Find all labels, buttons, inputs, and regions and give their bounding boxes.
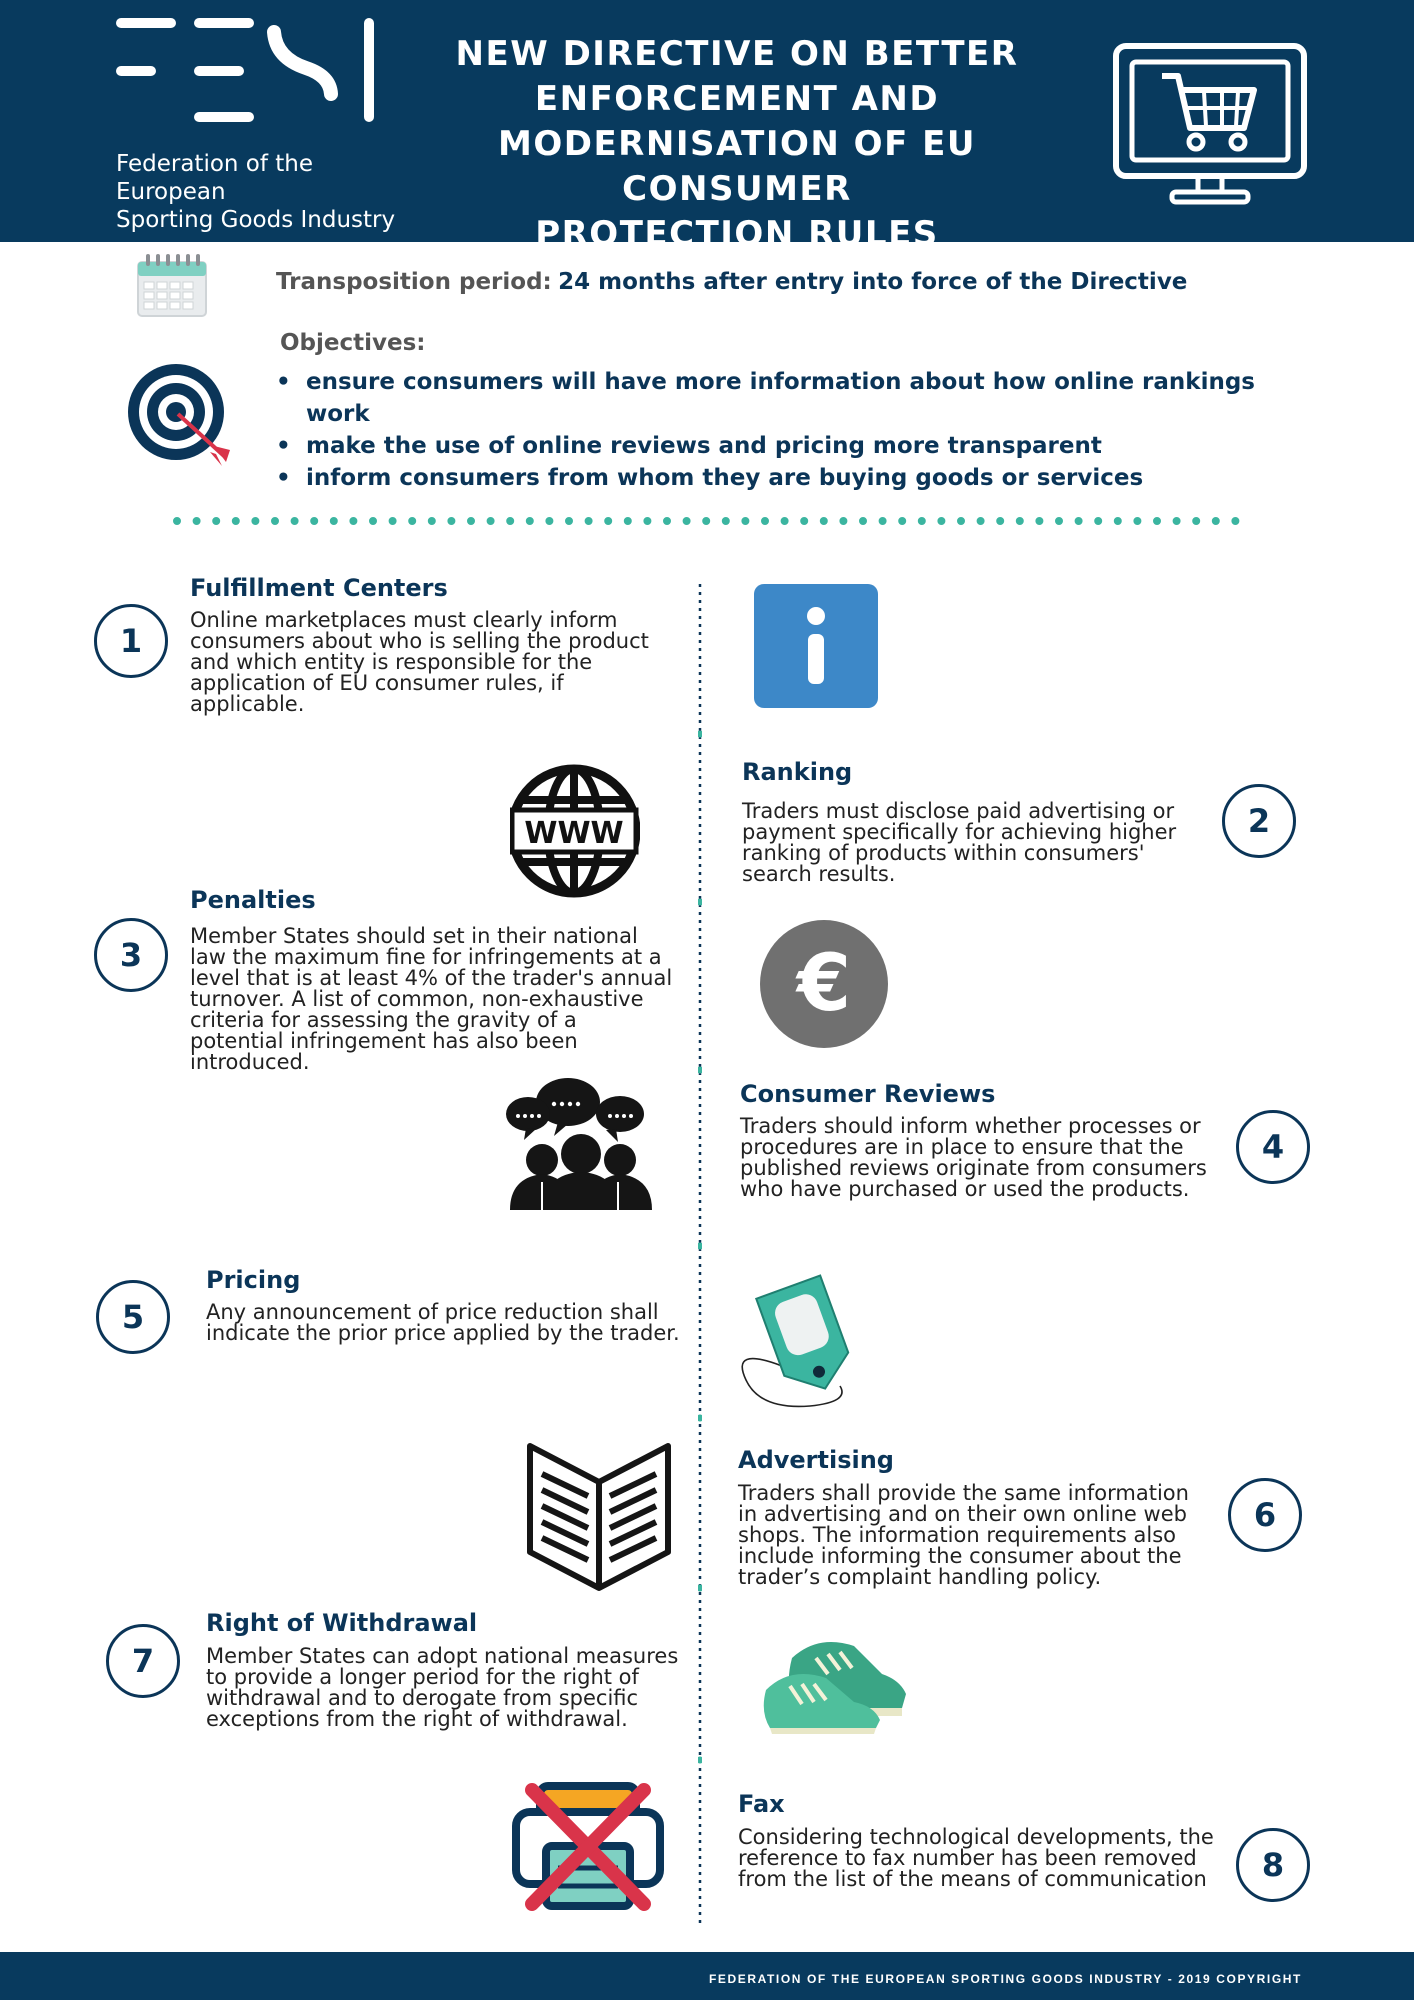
transposition-value: 24 months after entry into force of the Directive <box>558 269 1188 295</box>
body-line: shops. The information requirements also <box>738 1523 1177 1547</box>
price-tag-icon <box>740 1266 872 1414</box>
step-number-5: 5 <box>96 1280 170 1354</box>
title-line3: MODERNISATION OF EU CONSUMER <box>498 124 976 209</box>
item-body-penalties <box>190 926 690 1073</box>
body-line: Traders should inform whether processes or <box>740 1114 1201 1138</box>
step-number-3: 3 <box>94 918 168 992</box>
body-line: law the maximum fine for infringements at a <box>190 945 662 969</box>
body-line: include informing the consumer about the <box>738 1544 1182 1568</box>
objective-item: • ensure consumers will have more information about how online rankings work <box>276 366 1276 430</box>
body-line: level that is at least 4% of the trader's annual <box>190 966 673 990</box>
body-line: Online marketplaces must clearly inform <box>190 608 618 632</box>
body-line: criteria for assessing the gravity of a <box>190 1008 577 1032</box>
body-line: applicable. <box>190 692 305 716</box>
step-number-7: 7 <box>106 1624 180 1698</box>
title-line1: NEW DIRECTIVE ON BETTER <box>455 34 1019 74</box>
item-title-ranking: Ranking <box>742 758 853 786</box>
body-line: indicate the prior price applied by the trader. <box>206 1321 680 1345</box>
body-line: turnover. A list of common, non-exhaustive <box>190 987 644 1011</box>
computer-cart-icon <box>1112 42 1308 206</box>
fesi-caption <box>116 150 406 234</box>
body-line: ranking of products within consumers' <box>742 841 1145 865</box>
item-body-consumer-reviews <box>740 1116 1230 1200</box>
transposition-label: Transposition period: <box>276 269 552 295</box>
step-number-8: 8 <box>1236 1828 1310 1902</box>
body-line: published reviews originate from consumers <box>740 1156 1207 1180</box>
step-number-2: 2 <box>1222 784 1296 858</box>
step-number-1: 1 <box>94 604 168 678</box>
www-label: WWW <box>524 816 624 851</box>
item-body-ranking <box>742 801 1212 885</box>
item-body-pricing <box>206 1302 696 1344</box>
item-title-pricing: Pricing <box>206 1266 301 1294</box>
target-icon <box>126 362 236 468</box>
body-line: Any announcement of price reduction shall <box>206 1300 659 1324</box>
item-body-fulfillment-centers <box>190 610 690 715</box>
body-line: in advertising and on their own online web <box>738 1502 1187 1526</box>
body-line: and which entity is responsible for the <box>190 650 593 674</box>
body-line: Traders shall provide the same information <box>738 1481 1189 1505</box>
objective-item: • inform consumers from whom they are buying goods or services <box>276 462 1276 494</box>
title-line4: PROTECTION RULES <box>535 214 939 254</box>
body-line: Traders must disclose paid advertising or <box>742 799 1175 823</box>
item-title-consumer-reviews: Consumer Reviews <box>740 1080 996 1108</box>
item-title-penalties: Penalties <box>190 886 316 914</box>
body-line: procedures are in place to ensure that the <box>740 1135 1184 1159</box>
body-line: payment specifically for achieving higher <box>742 820 1177 844</box>
item-body-advertising <box>738 1483 1218 1588</box>
www-globe-icon <box>510 762 640 900</box>
item-title-fax: Fax <box>738 1790 785 1818</box>
body-line: Member States should set in their national <box>190 924 638 948</box>
euro-symbol: € <box>796 939 852 1029</box>
title-line2: ENFORCEMENT AND <box>534 79 940 119</box>
item-title-right-of-withdrawal: Right of Withdrawal <box>206 1609 478 1637</box>
page-title <box>392 32 1082 257</box>
footer-copyright: FEDERATION OF THE EUROPEAN SPORTING GOODS INDUSTRY - 2019 COPYRIGHT <box>708 1972 1302 1986</box>
body-line: to provide a longer period for the right of <box>206 1665 639 1689</box>
body-line: introduced. <box>190 1050 310 1074</box>
body-line: search results. <box>742 862 896 886</box>
open-book-icon <box>526 1440 672 1592</box>
item-body-fax <box>738 1827 1228 1890</box>
body-line: trader’s complaint handling policy. <box>738 1565 1102 1589</box>
body-line: who have purchased or used the products. <box>740 1177 1190 1201</box>
fesi-caption-line1: Federation of the European <box>116 151 314 205</box>
body-line: Considering technological developments, the <box>738 1825 1214 1849</box>
step-number-4: 4 <box>1236 1110 1310 1184</box>
transposition-period <box>276 268 1187 295</box>
objective-item: • make the use of online reviews and pricing more transparent <box>276 430 1276 462</box>
body-line: exceptions from the right of withdrawal. <box>206 1707 628 1731</box>
item-title-advertising: Advertising <box>738 1446 894 1474</box>
dotted-divider <box>172 516 1252 526</box>
euro-icon <box>758 918 890 1050</box>
body-line: potential infringement has also been <box>190 1029 578 1053</box>
body-line: Member States can adopt national measures <box>206 1644 679 1668</box>
calendar-icon <box>136 254 208 318</box>
fesi-logo <box>116 18 378 128</box>
body-line: reference to fax number has been removed <box>738 1846 1197 1870</box>
fax-crossed-icon <box>510 1782 666 1912</box>
body-line: withdrawal and to derogate from specific <box>206 1686 639 1710</box>
people-chat-icon <box>506 1074 656 1210</box>
body-line: application of EU consumer rules, if <box>190 671 564 695</box>
objectives-title: Objectives: <box>280 330 426 356</box>
step-number-6: 6 <box>1228 1478 1302 1552</box>
objectives-list <box>276 366 1276 494</box>
sneakers-icon <box>762 1628 918 1734</box>
body-line: consumers about who is selling the product <box>190 629 649 653</box>
info-icon <box>754 584 878 708</box>
body-line: from the list of the means of communication <box>738 1867 1207 1891</box>
item-title-fulfillment-centers: Fulfillment Centers <box>190 574 448 602</box>
item-body-right-of-withdrawal <box>206 1646 706 1730</box>
fesi-caption-line2: Sporting Goods Industry <box>116 207 396 233</box>
